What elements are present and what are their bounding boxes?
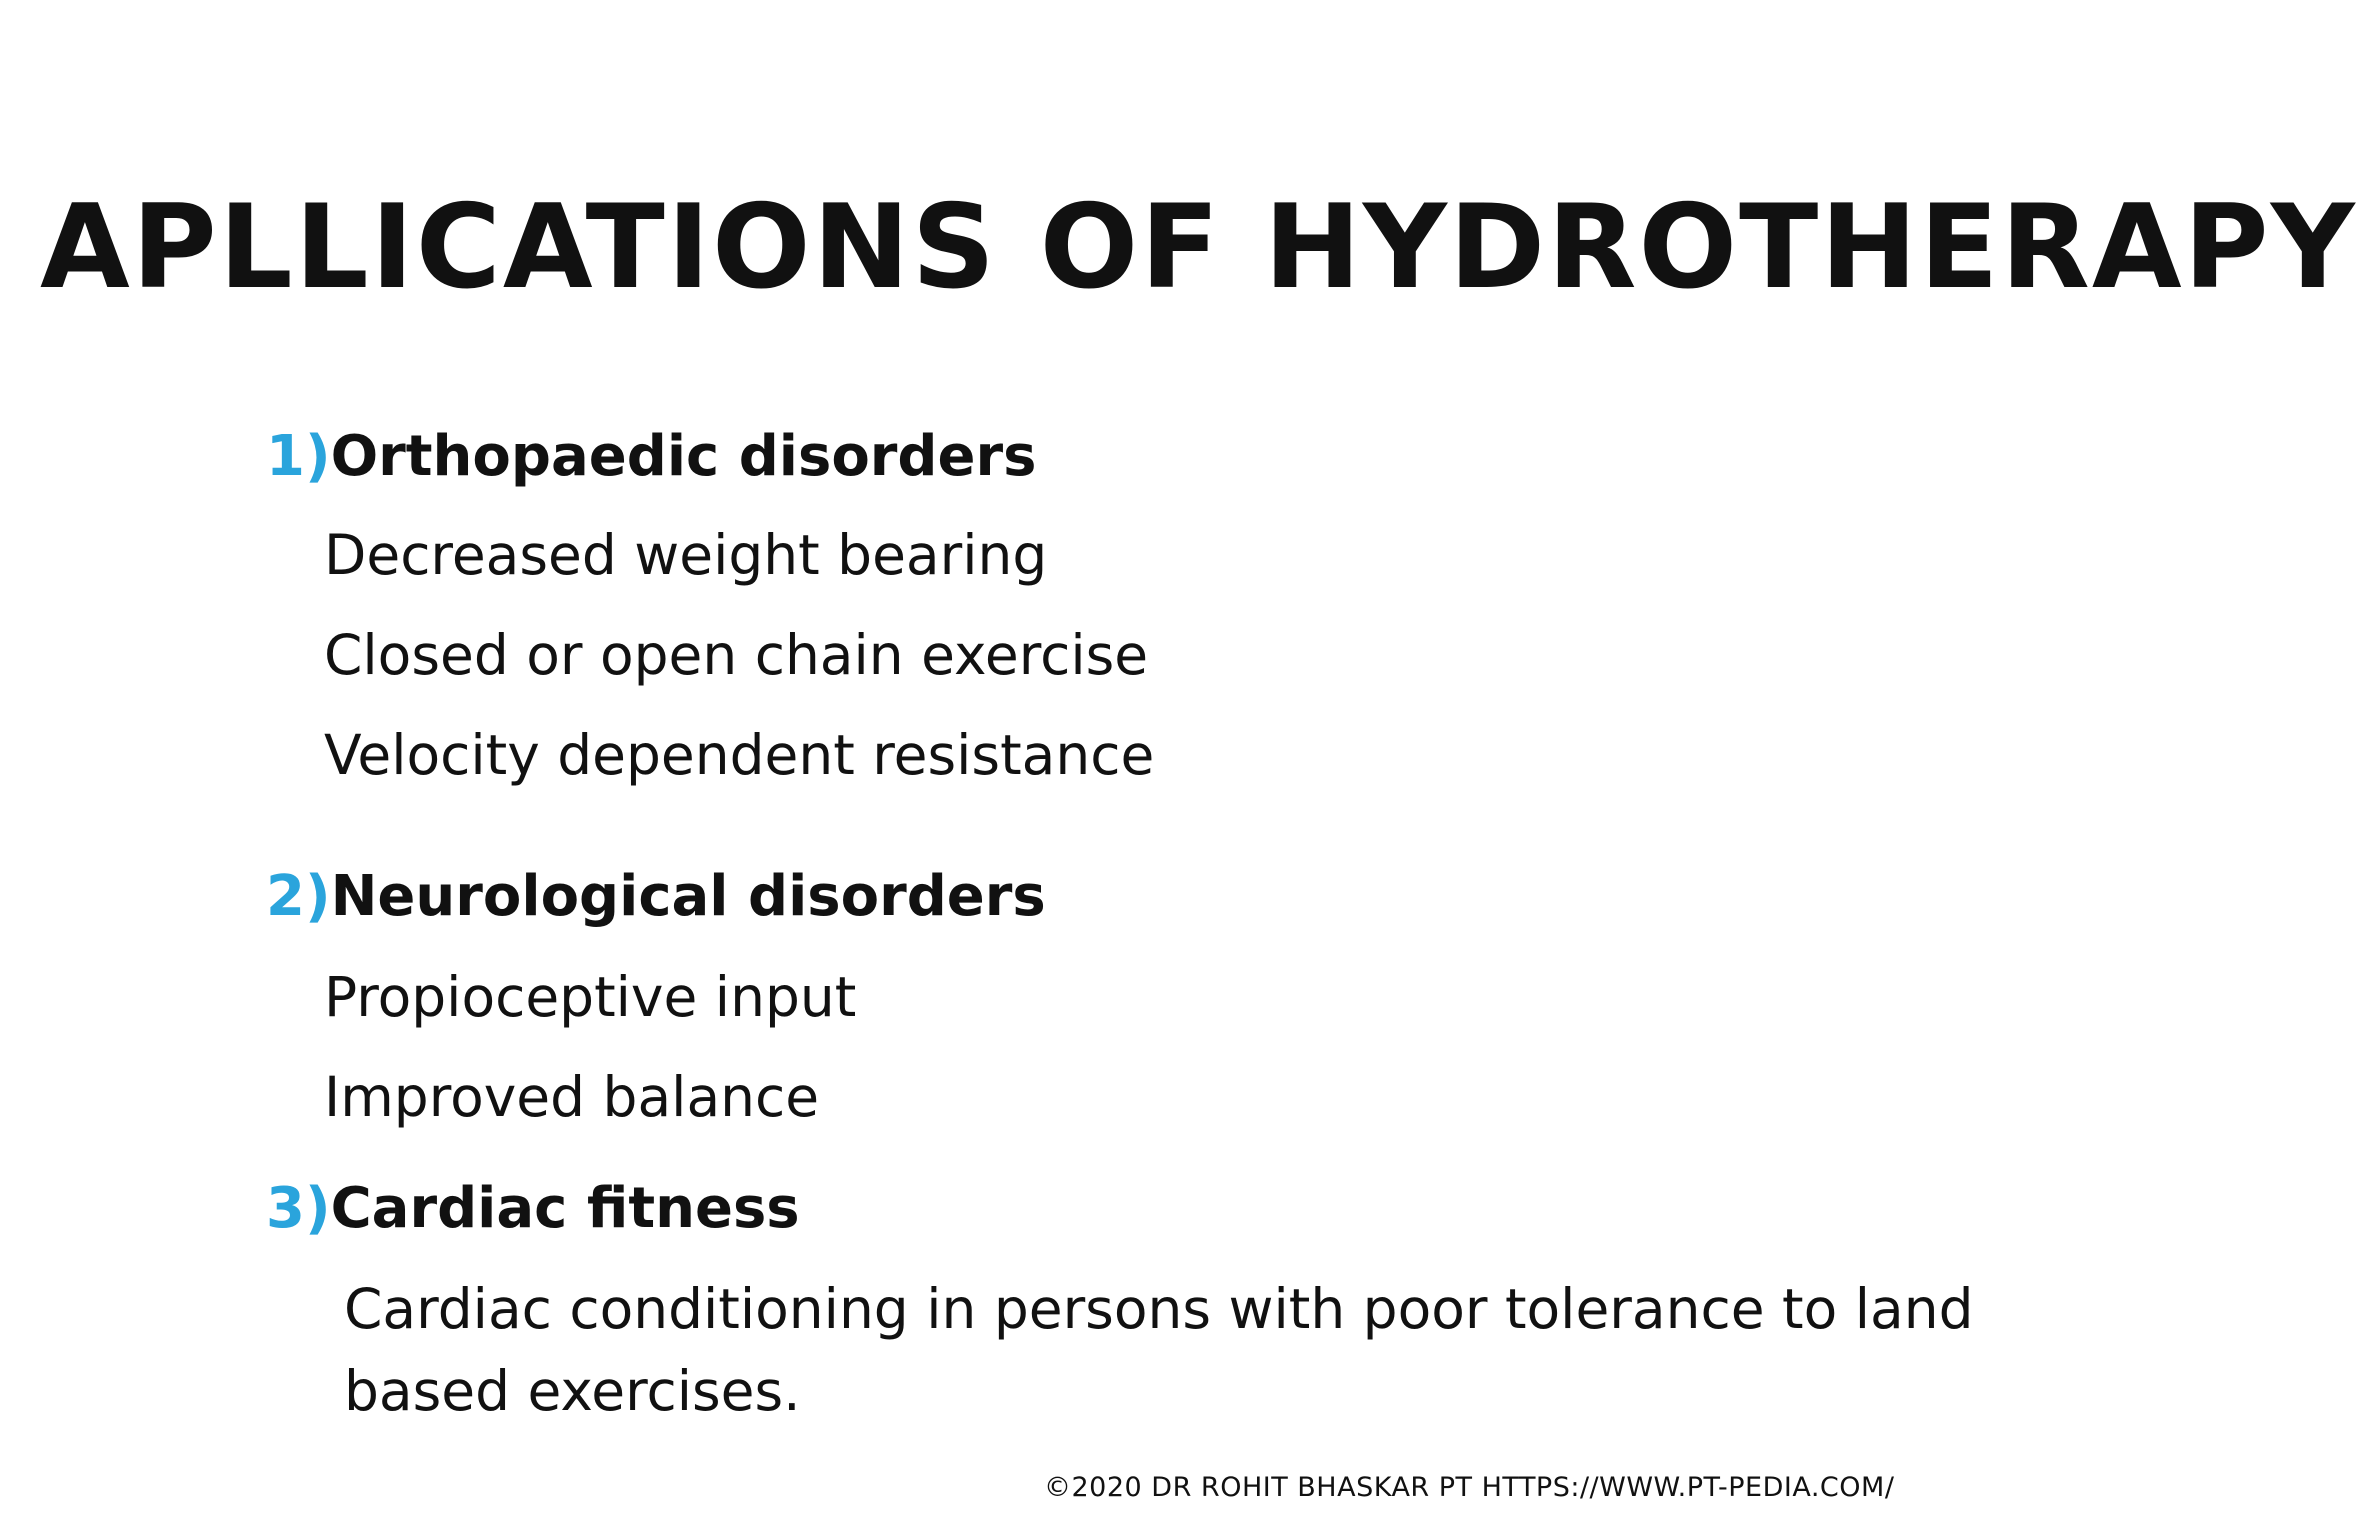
list-item: Decreased weight bearing <box>324 523 1048 587</box>
list-item: Closed or open chain exercise <box>324 623 1149 687</box>
list-item: Velocity dependent resistance <box>324 723 1155 787</box>
section-heading-text: Neurological disorders <box>330 864 1046 929</box>
section-heading-orthopaedic <box>266 420 1036 494</box>
section-heading-text: Cardiac fitness <box>330 1176 800 1241</box>
section-number: 1) <box>266 424 331 489</box>
section-number: 3) <box>266 1176 331 1241</box>
list-item: Propioceptive input <box>324 965 857 1029</box>
footer-copyright: ©2020 DR ROHIT BHASKAR PT HTTPS://WWW.PT-PEDIA.COM/ <box>1044 1472 1895 1503</box>
section-heading-cardiac <box>266 1172 800 1246</box>
section-heading-neurological <box>266 860 1046 934</box>
slide-title: APLLICATIONS OF HYDROTHERAPY <box>40 180 2357 315</box>
section-paragraph: Cardiac conditioning in persons with poor tolerance to land based exercises. <box>344 1277 1974 1423</box>
list-item: Improved balance <box>324 1065 820 1129</box>
section-heading-text: Orthopaedic disorders <box>330 424 1037 489</box>
section-number: 2) <box>266 864 331 929</box>
